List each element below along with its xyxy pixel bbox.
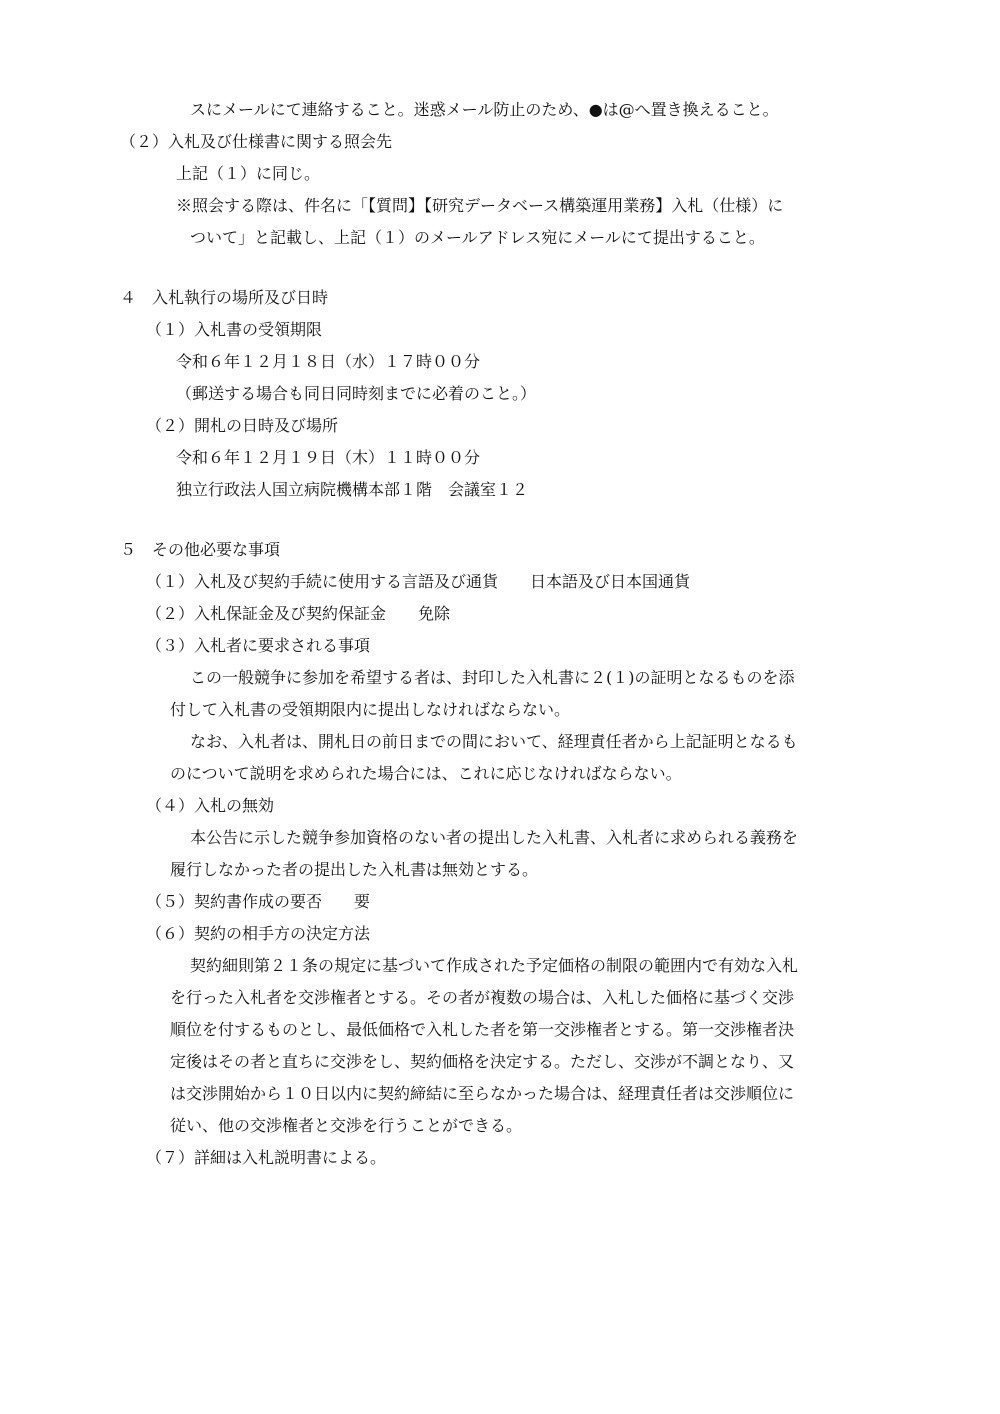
section-4-2-datetime: 令和６年１２月１９日（木）１１時００分 <box>176 448 481 467</box>
section-5-3-heading: （３）入札者に要求される事項 <box>146 636 371 655</box>
section-3-2-note-line-2: ついて」と記載し、上記（１）のメールアドレス宛にメールにて提出すること。 <box>190 228 765 247</box>
section-3-2-note-line-1: ※照会する際は、件名に「【質問】【研究データベース構築運用業務】入札（仕様）に <box>176 196 784 215</box>
section-3-1-continuation: スにメールにて連絡すること。迷惑メール防止のため、●は@へ置き換えること。 <box>190 100 779 119</box>
section-5-heading: ５ その他必要な事項 <box>120 540 281 559</box>
section-4-1-heading: （１）入札書の受領期限 <box>146 320 323 339</box>
section-4-2-heading: （２）開札の日時及び場所 <box>146 416 339 435</box>
section-5-4-heading: （４）入札の無効 <box>146 796 275 815</box>
section-5-3-para-1a: この一般競争に参加を希望する者は、封印した入札書に２(１)の証明となるものを添 <box>190 668 795 687</box>
section-5-7: （７）詳細は入札説明書による。 <box>146 1148 387 1167</box>
section-5-6-line-f: 従い、他の交渉権者と交渉を行うことができる。 <box>170 1116 523 1135</box>
section-5-6-line-b: を行った入札者を交渉権者とする。その者が複数の場合は、入札した価格に基づく交渉 <box>170 988 795 1007</box>
section-5-3-para-2b: のについて説明を求められた場合には、これに応じなければならない。 <box>170 764 682 783</box>
section-4-1-deadline: 令和６年１２月１８日（水）１７時００分 <box>176 352 481 371</box>
section-4-1-note: （郵送する場合も同日同時刻までに必着のこと。） <box>176 384 537 403</box>
section-5-2: （２）入札保証金及び契約保証金 免除 <box>146 604 451 623</box>
section-4-2-place: 独立行政法人国立病院機構本部１階 会議室１２ <box>176 480 529 499</box>
section-5-4-line-a: 本公告に示した競争参加資格のない者の提出した入札書、入札者に求められる義務を <box>190 828 799 847</box>
section-5-3-para-2a: なお、入札者は、開札日の前日までの間において、経理責任者から上記証明となるも <box>190 732 798 751</box>
section-5-4-line-b: 履行しなかった者の提出した入札書は無効とする。 <box>170 860 539 879</box>
section-5-6-line-c: 順位を付するものとし、最低価格で入札した者を第一交渉権者とする。第一交渉権者決 <box>170 1020 795 1039</box>
section-5-6-line-a: 契約細則第２１条の規定に基づいて作成された予定価格の制限の範囲内で有効な入札 <box>190 956 799 975</box>
section-5-6-line-e: は交渉開始から１０日以内に契約締結に至らなかった場合は、経理責任者は交渉順位に <box>170 1084 795 1103</box>
section-4-heading: ４ 入札執行の場所及び日時 <box>120 288 329 307</box>
section-5-6-line-d: 定後はその者と直ちに交渉をし、契約価格を決定する。ただし、交渉が不調となり、又 <box>170 1052 795 1071</box>
section-5-5: （５）契約書作成の要否 要 <box>146 892 371 911</box>
section-3-2-body: 上記（１）に同じ。 <box>176 164 321 183</box>
section-5-3-para-1b: 付して入札書の受領期限内に提出しなければならない。 <box>170 700 571 719</box>
section-5-1: （１）入札及び契約手続に使用する言語及び通貨 日本語及び日本国通貨 <box>146 572 691 591</box>
section-3-2-heading: （２）入札及び仕様書に関する照会先 <box>120 132 393 151</box>
section-5-6-heading: （６）契約の相手方の決定方法 <box>146 924 371 943</box>
